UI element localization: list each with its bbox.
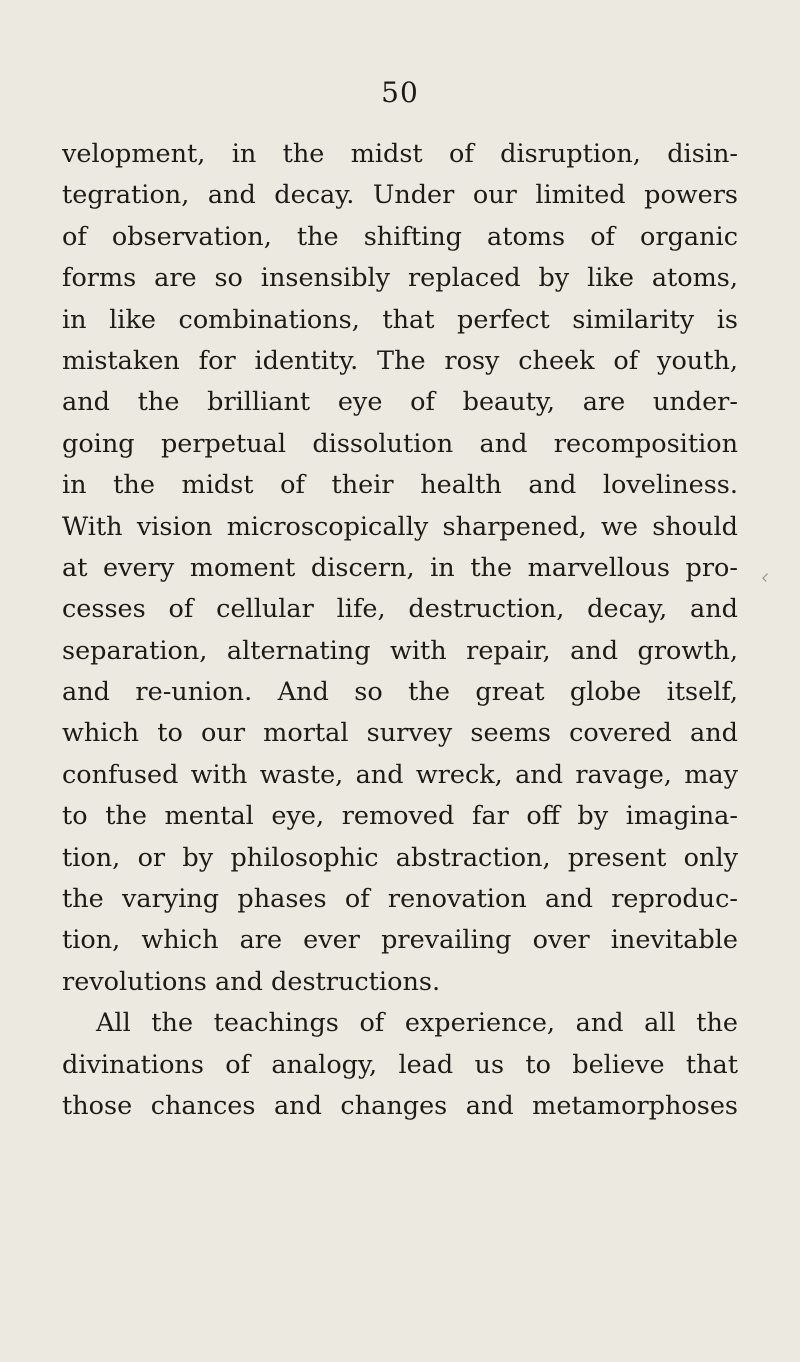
text-line: to the mental eye, removed far off by imagina- — [62, 801, 738, 832]
paragraph-start-line: All the teachings of experience, and all the — [96, 1008, 738, 1039]
text-line: cesses of cellular life, destruction, decay, and — [62, 594, 738, 625]
text-line: in like combinations, that perfect similarity is — [62, 304, 738, 335]
text-line: and the brilliant eye of beauty, are under- — [62, 387, 738, 418]
text-line: divinations of analogy, lead us to believe that — [62, 1049, 738, 1080]
paragraph-end-line: revolutions and destructions. — [62, 966, 441, 997]
text-line: mistaken for identity. The rosy cheek of youth, — [62, 345, 738, 376]
text-line: forms are so insensibly replaced by like atoms, — [62, 263, 738, 294]
text-line: in the midst of their health and loveliness. — [62, 470, 738, 501]
text-line: of observation, the shifting atoms of organic — [62, 221, 738, 252]
text-line: tion, or by philosophic abstraction, present only — [62, 842, 738, 873]
margin-mark-icon — [762, 573, 770, 581]
text-line: velopment, in the midst of disruption, disin- — [62, 139, 738, 169]
text-line: going perpetual dissolution and recomposition — [62, 428, 738, 459]
text-line: confused with waste, and wreck, and ravage, may — [62, 759, 738, 790]
text-line: and re-union. And so the great globe itself, — [62, 677, 738, 708]
text-line: those chances and changes and metamorphoses — [62, 1090, 738, 1121]
text-line: With vision microscopically sharpened, we should — [62, 511, 738, 542]
text-line: tegration, and decay. Under our limited powers — [62, 180, 738, 211]
text-line: which to our mortal survey seems covered and — [62, 718, 738, 749]
text-line: the varying phases of renovation and reproduc- — [62, 884, 738, 915]
page-number: 50 — [381, 76, 419, 109]
text-line: separation, alternating with repair, and growth, — [62, 635, 738, 666]
text-line: tion, which are ever prevailing over inevitable — [62, 925, 738, 956]
text-line: at every moment discern, in the marvellous pro- — [62, 552, 738, 583]
body-text — [62, 134, 738, 1127]
